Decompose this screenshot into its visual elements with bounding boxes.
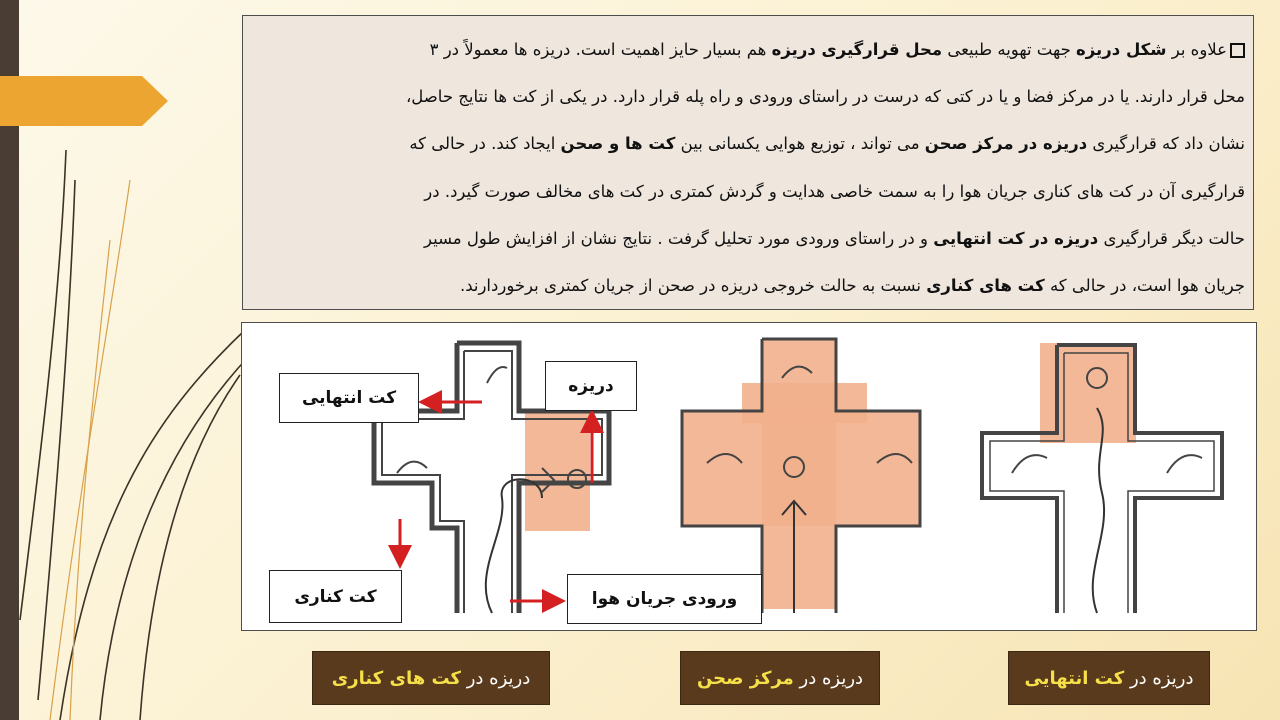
label-side-alcove: کت کناری [269, 570, 402, 623]
paragraph-line: حالت دیگر قرارگیری دریزه در کت انتهایی و در راستای ورودی مورد تحلیل گرفت . نتایج نشان از افزایش طول مسیر [423, 228, 1245, 248]
label-end-alcove: کت انتهایی [279, 373, 419, 423]
floor-plan-diagram [241, 322, 1257, 631]
title-arrow-tab [0, 76, 168, 126]
paragraph-line: جریان هوا است، در حالی که کت های کناری نسبت به حالت خروجی دریزه در صحن از جریان کمتری برخوردارند. [459, 276, 1245, 296]
paragraph-line: محل قرار دارند. یا در مرکز فضا و یا در کتی که درست در راستای ورودی و راه پله قرار دارد. در یکی از کت ها نتایج حاصل، [405, 87, 1245, 107]
line-1: علاوه بر شکل دریزه جهت تهویه طبیعی محل قرارگیری دریزه هم بسیار حایز اهمیت است. دریزه ها معمولاً در ۳ [429, 40, 1227, 59]
paragraph-line: نشان داد که قرارگیری دریزه در مرکز صحن می تواند ، توزیع هوایی یکسانی بین کت ها و صحن ایجاد کند. در حالی که [409, 134, 1245, 154]
plan-central-court [682, 339, 920, 613]
paragraph-line: قرارگیری آن در کت های کناری جریان هوا را به سمت خاصی هدایت و گردش کمتری در کت های مخالف صورت گیرد. در [424, 181, 1245, 201]
paragraph-line [251, 26, 1245, 73]
caption-end-alcove: دریزه در کت انتهایی [1008, 651, 1210, 705]
label-vent: دریزه [545, 361, 637, 411]
description-paragraph [242, 15, 1254, 310]
checkbox-bullet-icon [1230, 43, 1245, 58]
plan-end-alcove [982, 343, 1222, 613]
caption-central-court: دریزه در مرکز صحن [680, 651, 880, 705]
caption-side-alcove: دریزه در کت های کناری [312, 651, 550, 705]
label-air-inlet: ورودی جریان هوا [567, 574, 762, 624]
